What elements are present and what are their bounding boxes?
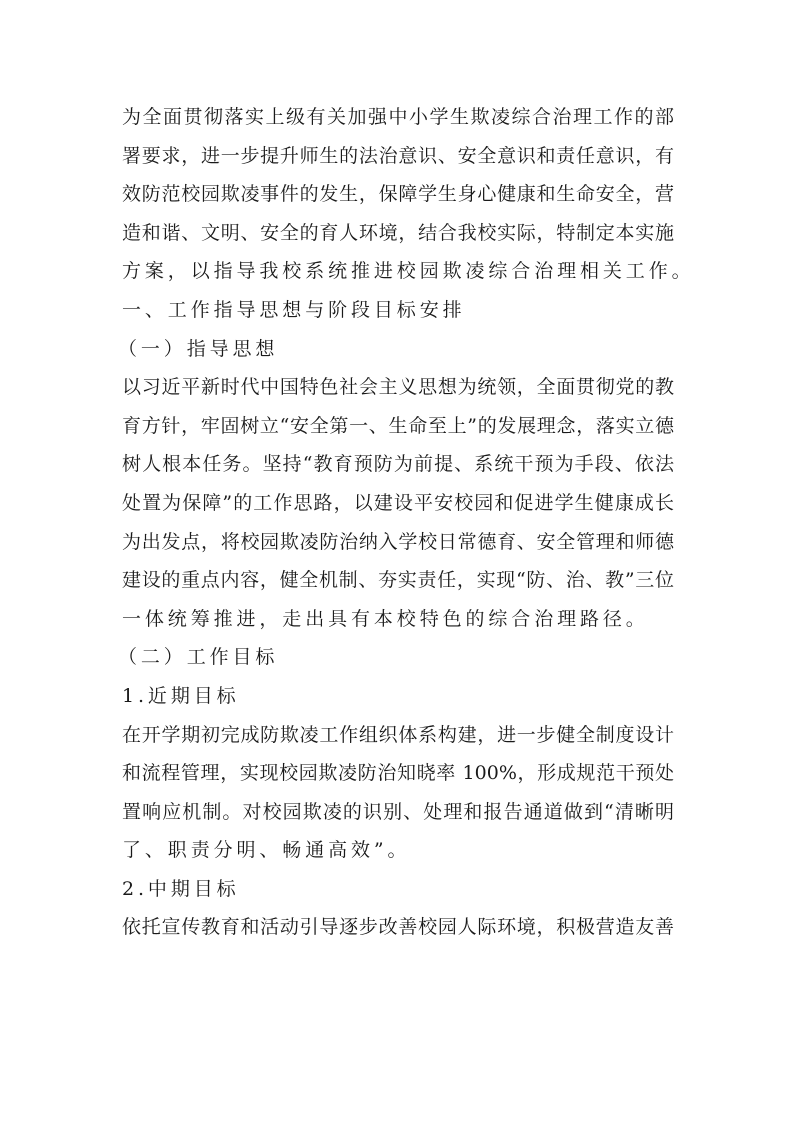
text-line: 处置为保障”的工作思路，以建设平安校园和促进学生健康成长 xyxy=(122,491,674,514)
text-line: 置响应机制。对校园欺凌的识别、处理和报告通道做到“清晰明 xyxy=(122,800,674,823)
document-page xyxy=(118,98,695,947)
text-line: 为全面贯彻落实上级有关加强中小学生欺凌综合治理工作的部 xyxy=(122,106,674,128)
section-heading: 一、工作指导思想与阶段目标安排 xyxy=(122,298,466,321)
text-line: 和流程管理，实现校园欺凌防治知晓率 100%，形成规范干预处 xyxy=(122,762,674,785)
goal-heading-mid-term: 2.中期目标 xyxy=(122,877,240,900)
text-line: 育方针，牢固树立“安全第一、生命至上”的发展理念，落实立德 xyxy=(122,414,674,437)
text-line: 以习近平新时代中国特色社会主义思想为统领，全面贯彻党的教 xyxy=(122,376,674,399)
intro-paragraph xyxy=(122,98,695,291)
text-line: 建设的重点内容，健全机制、夯实责任，实现“防、治、教”三位 xyxy=(122,569,674,592)
text-line: 方案，以指导我校系统推进校园欺凌综合治理相关工作。 xyxy=(122,260,695,283)
text-line: 依托宣传教育和活动引导逐步改善校园人际环境，积极营造友善 xyxy=(122,916,674,939)
text-line: 署要求，进一步提升师生的法治意识、安全意识和责任意识，有 xyxy=(122,144,674,167)
mid-term-goal-paragraph xyxy=(122,908,674,947)
subsection-heading-guiding-ideology: （一）指导思想 xyxy=(118,337,279,360)
guiding-ideology-paragraph xyxy=(122,368,674,638)
goal-heading-short-term: 1.近期目标 xyxy=(122,684,240,707)
text-line: 在开学期初完成防欺凌工作组织体系构建，进一步健全制度设计 xyxy=(122,723,674,746)
text-line: 了、职责分明、畅通高效”。 xyxy=(122,839,411,862)
text-line: 效防范校园欺凌事件的发生，保障学生身心健康和生命安全，营 xyxy=(122,183,674,206)
text-line: 造和谐、文明、安全的育人环境，结合我校实际，特制定本实施 xyxy=(122,221,674,244)
subsection-heading-work-goals: （二）工作目标 xyxy=(118,646,279,669)
text-line: 树人根本任务。坚持“教育预防为前提、系统干预为手段、依法 xyxy=(122,453,674,476)
text-line: 为出发点，将校园欺凌防治纳入学校日常德育、安全管理和师德 xyxy=(122,530,674,553)
text-line: 一体统筹推进，走出具有本校特色的综合治理路径。 xyxy=(122,607,649,630)
short-term-goal-paragraph xyxy=(122,716,674,870)
